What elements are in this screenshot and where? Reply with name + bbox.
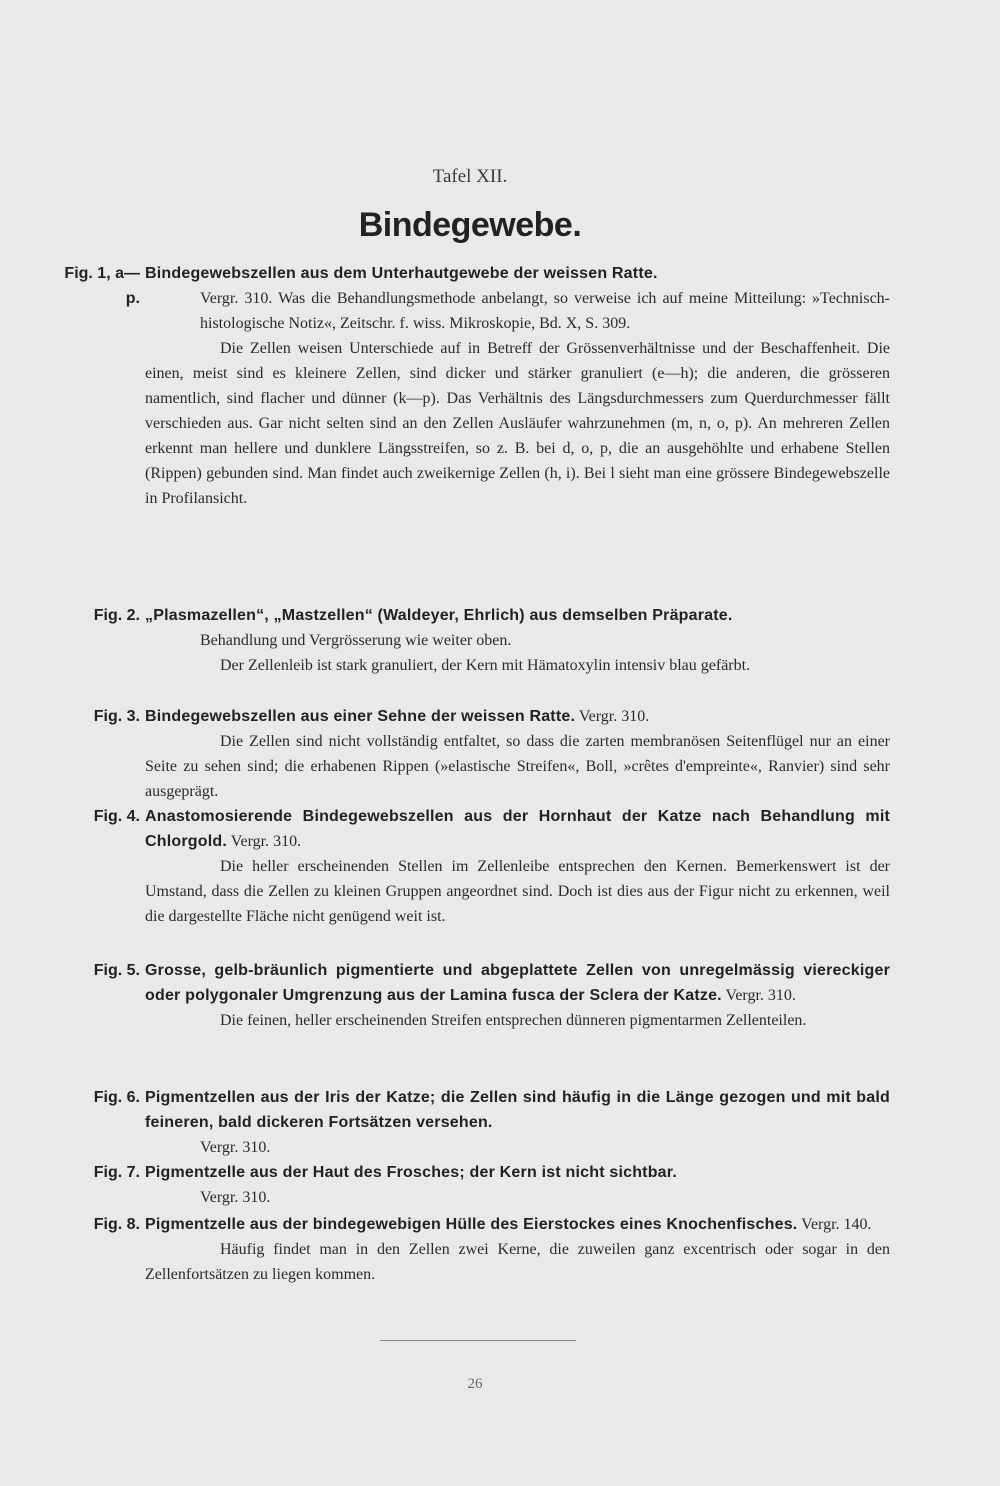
figure-label: Fig. 3. bbox=[93, 708, 140, 725]
figure-magnification: Vergr. 310. Was die Behandlungsmethode anbelangt, so verweise ich auf meine Mitteilung: »Technisch-histologische Notiz«, Zeitschr. f. wiss. Mikroskopie, Bd. X, S. 309. bbox=[200, 290, 890, 332]
figure-label: Fig. 7. bbox=[93, 1164, 140, 1181]
figure-description: Der Zellenleib ist stark granuliert, der Kern mit Hämatoxylin intensiv blau gefärbt. bbox=[220, 657, 751, 674]
figure-description: Die heller erscheinenden Stellen im Zellenleibe entsprechen den Kernen. Bemerkenswert ist der Umstand, dass die Zellen zu kleinen Gruppen angeordnet sind. Doch ist dies aus der Figur nicht zu erkennen, weil die dargestellte Fläche nicht genügend weit ist. bbox=[145, 858, 890, 925]
figure-heading: Pigmentzelle aus der bindegewebigen Hülle des Eierstockes eines Knochenfisches. bbox=[145, 1216, 798, 1233]
figure-magnification: Vergr. 310. bbox=[200, 1139, 271, 1156]
figure-label: Fig. 2. bbox=[93, 607, 140, 624]
figure-heading: „Plasmazellen“, „Mastzellen“ (Waldeyer, Ehrlich) aus demselben Präparate. bbox=[145, 607, 733, 624]
figure-heading: Pigmentzellen aus der Iris der Katze; die Zellen sind häufig in die Länge gezogen und mit bald feineren, bald dickeren Fortsätzen versehen. bbox=[145, 1089, 890, 1131]
figure-heading: Anastomosierende Bindegewebszellen aus der Hornhaut der Katze nach Behandlung mit Chlorgold. bbox=[145, 808, 890, 850]
figure-entry-3 bbox=[60, 704, 890, 804]
figure-entry-5 bbox=[60, 958, 890, 1033]
page-title: Bindegewebe. bbox=[358, 206, 582, 244]
figure-description: Häufig findet man in den Zellen zwei Kerne, die zuweilen ganz excentrisch oder sogar in den Zellenfortsätzen zu liegen kommen. bbox=[145, 1241, 890, 1283]
figure-magnification: Vergr. 310. bbox=[200, 1189, 271, 1206]
figure-entry-7 bbox=[60, 1160, 890, 1210]
figure-heading: Bindegewebszellen aus dem Unterhautgewebe der weissen Ratte. bbox=[145, 265, 658, 282]
figure-entry-4 bbox=[60, 804, 890, 929]
figure-label: Fig. 8. bbox=[93, 1216, 140, 1233]
figure-entry-2 bbox=[60, 603, 890, 678]
figure-label: Fig. 6. bbox=[93, 1089, 140, 1106]
figure-heading: Bindegewebszellen aus einer Sehne der weissen Ratte. bbox=[145, 708, 576, 725]
figure-label: Fig. 5. bbox=[93, 962, 140, 979]
figure-magnification: Vergr. 310. bbox=[721, 987, 796, 1004]
figure-heading: Pigmentzelle aus der Haut des Frosches; der Kern ist nicht sichtbar. bbox=[145, 1164, 677, 1181]
figure-heading: Grosse, gelb-bräunlich pigmentierte und abgeplattete Zellen von unregelmässig viereckiger oder polygonaler Umgrenzung aus der Lamina fusca der Sclera der Katze. bbox=[145, 962, 890, 1004]
plate-label: Tafel XII. bbox=[432, 166, 508, 187]
figure-label: Fig. 4. bbox=[93, 808, 140, 825]
page-number: 26 bbox=[467, 1376, 483, 1392]
figure-entry-8 bbox=[60, 1212, 890, 1287]
figure-magnification: Vergr. 310. bbox=[575, 708, 650, 725]
figure-treatment: Behandlung und Vergrösserung wie weiter oben. bbox=[200, 632, 512, 649]
figure-label: Fig. 1, a—p. bbox=[64, 265, 140, 307]
footer-divider bbox=[380, 1340, 576, 1341]
figure-description: Die Zellen weisen Unterschiede auf in Betreff der Grössenverhältnisse und der Beschaffenheit. Die einen, meist sind es kleinere Zellen, sind dicker und stärker granuliert (e—h); die anderen, die grösseren namentlich, sind flacher und dünner (k—p). Das Verhältnis des Längsdurchmessers zum Querdurchmesser fällt verschieden aus. Gar nicht selten sind an den Zellen Ausläufer wahrzunehmen (m, n, o, p). An mehreren Zellen erkennt man hellere und dunklere Längsstreifen, so z. B. bei d, o, p, die an ausgehöhlte und erhabene Stellen (Rippen) gebunden sind. Man findet auch zweikernige Zellen (h, i). Bei l sieht man eine grössere Bindegewebszelle in Profilansicht. bbox=[145, 340, 890, 507]
figure-magnification: Vergr. 310. bbox=[226, 833, 302, 850]
figure-entry-6 bbox=[60, 1085, 890, 1160]
figure-entry-1 bbox=[60, 261, 890, 511]
figure-description: Die Zellen sind nicht vollständig entfaltet, so dass die zarten membranösen Seitenflügel nur an einer Seite zu sehen sind; die erhabenen Rippen (»elastische Streifen«, Boll, »crêtes d'empreinte«, Ranvier) sind sehr ausgeprägt. bbox=[145, 733, 890, 800]
figure-description: Die feinen, heller erscheinenden Streifen entsprechen dünneren pigmentarmen Zellenteilen. bbox=[220, 1012, 807, 1029]
figure-magnification: Vergr. 140. bbox=[797, 1216, 872, 1233]
